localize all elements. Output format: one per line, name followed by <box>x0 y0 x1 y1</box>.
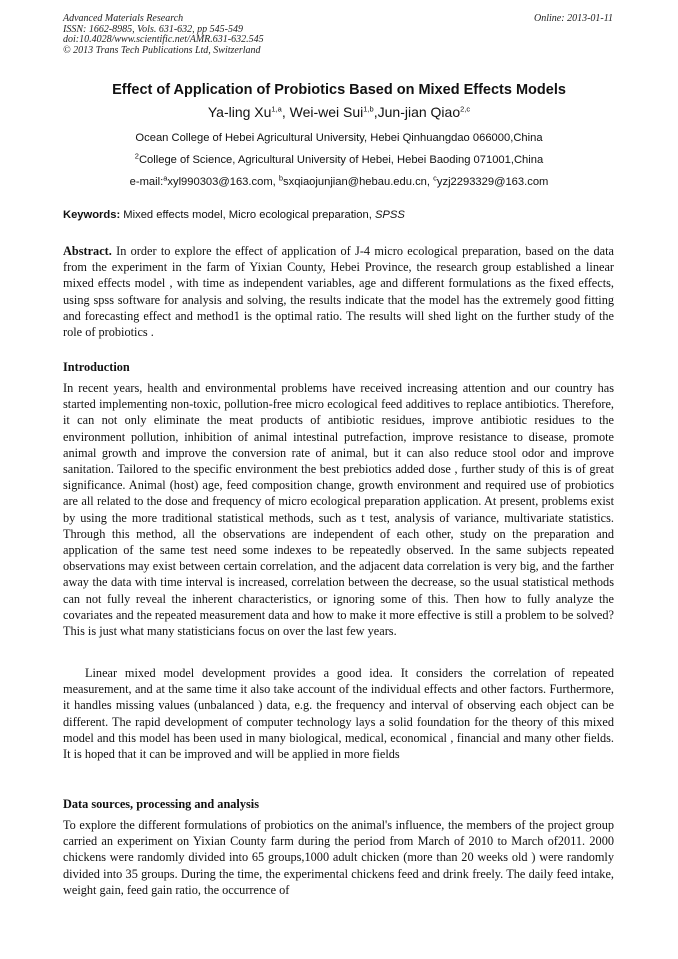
section-heading-data: Data sources, processing and analysis <box>63 797 259 811</box>
intro-paragraph-1: In recent years, health and environmental problems have received increasing attention and our country has started implementing non-toxic, pollution-free micro ecological feed additives to replace antibiotics. Therefore, it can not only eliminate the meat products of antibiotic residues, improve antibiotic residues to the environment pollution, inhibition of animal intestinal putrefaction, improve resistance to disease, promote animal growth and improve the conversion rate of animal, but it can also reduce stool odor and improve sanitation. Tailored to the specific environment the best prebiotics added dose , further study of this is of great significance. Animal (host) age, feed composition change, growth environment and required use of probiotics are all related to the dose and frequency of micro ecological preparation application. At present, problems exist by using the more traditional statistical methods, such as t test, analysis of variance, multivariate statistics. Through this method, all the observations are independent of each other, study on the preparation and application of the same test need some indexes to be repeatedly observed. In the same subjects repeated observations may exist between certain correlation, and the adjacent data correlation is very big, and the farther away the data with time interval is increased, correlation between the decrease, so the usual statistical methods can not fully reveal the inherent characteristics, or ignoring some of this. Then how to fully analyze the covariates and the repeated measurement data and how to make it more effective is still a problem to be solved? This is just what many statisticians focus on over the last few years. <box>63 381 614 639</box>
affiliation-2 <box>0 151 678 166</box>
email-address: sxqiaojunjian@hebau.edu.cn, <box>283 176 434 188</box>
doi-line: doi:10.4028/www.scientific.net/AMR.631-632.545 <box>63 34 264 45</box>
author-name: Ya-ling Xu <box>207 104 272 120</box>
author-list <box>0 104 678 120</box>
abstract-text: In order to explore the effect of application of J-4 micro ecological preparation, based on the data from the experiment in the farm of Yixian County, Hebei Province, the research group established a linear mixed effects model , with time as independent variables, age and different formulations as the fixed effects, using spss software for analysis and solving, the results indicate that the model has the extremely good fitting and forecasting effect and method1 is the optimal ratio. The results will shed light on the further study of the role of probiotics . <box>63 244 614 340</box>
affiliation-1: Ocean College of Hebei Agricultural University, Hebei Qinhuangdao 066000,China <box>135 132 543 144</box>
issn-line: ISSN: 1662-8985, Vols. 631-632, pp 545-549 <box>63 23 243 35</box>
affiliation-text: College of Science, Agricultural University of Hebei, Hebei Baoding 071001,China <box>138 154 544 166</box>
email-address: xyl990303@163.com, <box>167 176 279 188</box>
email-address: yzj2293329@163.com <box>436 176 549 188</box>
data-paragraph-1: To explore the different formulations of probiotics on the animal's influence, the members of the project group carried an experiment on Yixian County farm during the period from March of 2010 to March of2011. 2000 chickens were randomly divided into 65 groups,1000 adult chicken (more than 20 weeks old ) were randomly divided into 35 groups. During the time, the experimental chickens feed and drink freely. The daily feed intake, weight gain, feed gain ratio, the occurrence of <box>63 818 614 897</box>
email-sup: c <box>433 173 437 183</box>
copyright-line: © 2013 Trans Tech Publications Ltd, Switzerland <box>63 44 261 56</box>
journal-header <box>63 14 264 56</box>
author-sup: 1,a <box>271 104 282 114</box>
email-sup: a <box>163 173 168 183</box>
keywords-italic: SPSS <box>374 209 405 221</box>
online-date: Online: 2013-01-11 <box>534 13 613 24</box>
author-name: ,Jun-jian Qiao <box>373 104 461 120</box>
keywords-label: Keywords: <box>63 209 121 221</box>
intro-paragraph-2: Linear mixed model development provides a good idea. It considers the correlation of repeated measurement, and at the same time it also take account of the individual effects and other factors. Furthermore, it handles missing values (unbalanced ) data, e.g. the frequency and interval of observing each object can be different. The rapid development of computer technology lays a solid foundation for the theory of this mixed model and this model has been used in many biological, medical, economical , financial and many other fields. It is hoped that it can be improved and will be applied in more fields <box>63 666 614 762</box>
email-sup: b <box>278 173 284 183</box>
paper-title: Effect of Application of Probiotics Based on Mixed Effects Models <box>112 82 566 98</box>
keywords <box>63 209 405 221</box>
author-sup: 1,b <box>363 104 374 114</box>
email-line <box>0 173 678 188</box>
email-prefix: e-mail: <box>129 176 164 188</box>
affiliation-sup: 2 <box>134 151 139 161</box>
section-heading-introduction: Introduction <box>63 360 130 374</box>
abstract <box>63 243 614 340</box>
author-name: , Wei-wei Sui <box>281 104 364 120</box>
keywords-text: Mixed effects model, Micro ecological preparation, <box>120 209 375 221</box>
journal-name: Advanced Materials Research <box>63 13 184 24</box>
abstract-label: Abstract. <box>63 244 112 258</box>
author-sup: 2,c <box>460 104 471 114</box>
